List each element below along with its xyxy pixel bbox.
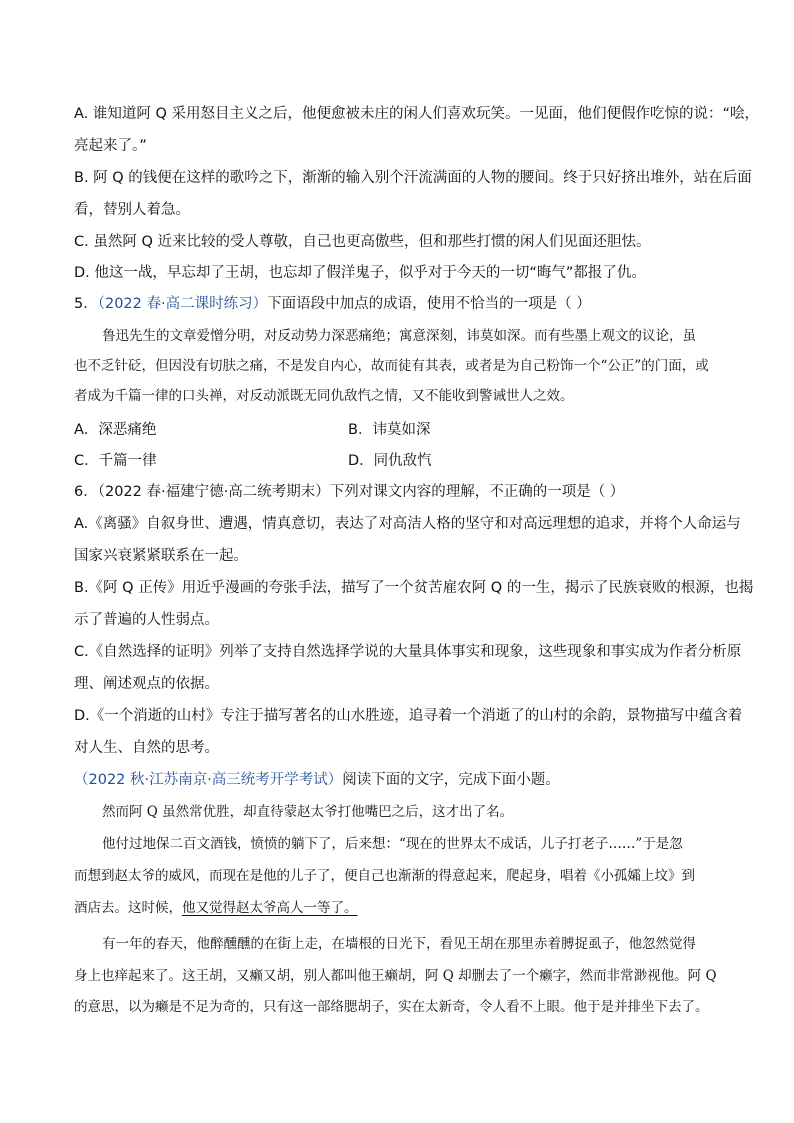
q4-option-b-line1: B. 阿 Q 的钱便在这样的歌吟之下，渐渐的输入别个汗流满面的人物的腰间。终于只好挤出堆外，站在后面 [74,170,752,186]
q6-header: 6．（2022 春·福建宁德·高二统考期末）下列对课文内容的理解，不正确的一项是（ ） [74,484,625,500]
reading-p2-text: 酒店去。这时候， [74,900,182,916]
reading-paragraph-3-line3: 的意思，以为癞是不足为奇的，只有这一部络腮胡子，实在太新奇，令人看不上眼。他于是并排坐下去了。 [74,999,709,1015]
q5-option-c: C．千篇一律 [74,453,157,469]
q5-stem: 下面语段中加点的成语，使用不恰当的一项是（ ） [267,296,591,312]
q6-option-d-line2: 对人生、自然的思考。 [74,740,219,756]
q5-option-b: B．讳莫如深 [348,422,431,438]
q6-option-b-line2: 示了普遍的人性弱点。 [74,612,219,628]
q5-option-d: D．同仇敌忾 [348,453,432,469]
reading-paragraph-2-line2: 而想到赵太爷的威风，而现在是他的儿子了，便自己也渐渐的得意起来，爬起身，唱着《小孤孀上坟》到 [74,868,695,884]
q6-option-d-line1: D.《一个消逝的山村》专注于描写著名的山水胜迹，追寻着一个消逝了的山村的余韵，景物描写中蕴含着 [74,708,743,724]
q4-option-d: D. 他这一战，早忘却了王胡，也忘却了假洋鬼子，似乎对于今天的一切“晦气”都报了仇。 [74,265,646,281]
q6-option-c-line2: 理、阐述观点的依据。 [74,676,219,692]
q5-passage-line2: 也不乏针砭，但因没有切肤之痛，不是发自内心，故而徒有其表，或者是为自己粉饰一个“公正”的门面，或 [74,358,709,374]
reading-paragraph-2-line3 [74,898,764,918]
q5-passage-line1: 鲁迅先生的文章爱憎分明，对反动势力深恶痛绝；寓意深刻，讳莫如深。而有些墨上观文的议论，虽 [102,328,696,344]
reading-paragraph-2-line1: 他付过地保二百文酒钱，愤愤的躺下了，后来想：“现在的世界太不成话，儿子打老子……”于是忽 [102,836,683,852]
reading-header [74,770,560,790]
reading-underlined-sentence: 他又觉得赵太爷高人一等了。 [182,900,358,916]
q5-source: （2022 春·高二课时练习） [97,296,268,312]
reading-paragraph-1: 然而阿 Q 虽然常优胜，却直待蒙赵太爷打他嘴巴之后，这才出了名。 [102,804,514,820]
reading-instruction: 阅读下面的文字，完成下面小题。 [342,772,560,788]
q4-option-a-line2: 亮起来了。” [74,138,147,154]
q6-option-a-line1: A.《离骚》自叙身世、遭遇，情真意切，表达了对高洁人格的坚守和对高远理想的追求，并将个人命运与 [74,516,741,532]
q5-header [74,294,591,314]
q5-option-a: A．深恶痛绝 [74,422,157,438]
reading-paragraph-3-line1: 有一年的春天，他醉醺醺的在街上走，在墙根的日光下，看见王胡在那里赤着膊捉虱子，他忽然觉得 [102,936,696,952]
q6-option-b-line1: B.《阿 Q 正传》用近乎漫画的夸张手法，描写了一个贫苦雇农阿 Q 的一生，揭示了民族衰败的根源，也揭 [74,580,754,596]
reading-source: （2022 秋·江苏南京·高三统考开学考试） [74,772,343,788]
q4-option-b-line2: 看，替别人着急。 [74,202,190,218]
q5-passage-line3: 者成为千篇一律的口头禅，对反动派既无同仇敌忾之情，又不能收到警诫世人之效。 [74,388,574,404]
q4-option-c: C. 虽然阿 Q 近来比较的受人尊敬，自己也更高傲些，但和那些打惯的闲人们见面还胆怯。 [74,234,651,250]
q6-option-c-line1: C.《自然选择的证明》列举了支持自然选择学说的大量具体事实和现象，这些现象和事实成为作者分析原 [74,644,742,660]
q5-number: 5． [74,296,98,312]
reading-paragraph-3-line2: 身上也痒起来了。这王胡，又癞又胡，别人都叫他王癞胡，阿 Q 却删去了一个癞字，然而非常渺视他。阿 Q [74,968,717,984]
q6-option-a-line2: 国家兴衰紧紧联系在一起。 [74,548,248,564]
q4-option-a-line1: A. 谁知道阿 Q 采用怒目主义之后，他便愈被未庄的闲人们喜欢玩笑。一见面，他们便假作吃惊的说：“哙， [74,106,760,122]
